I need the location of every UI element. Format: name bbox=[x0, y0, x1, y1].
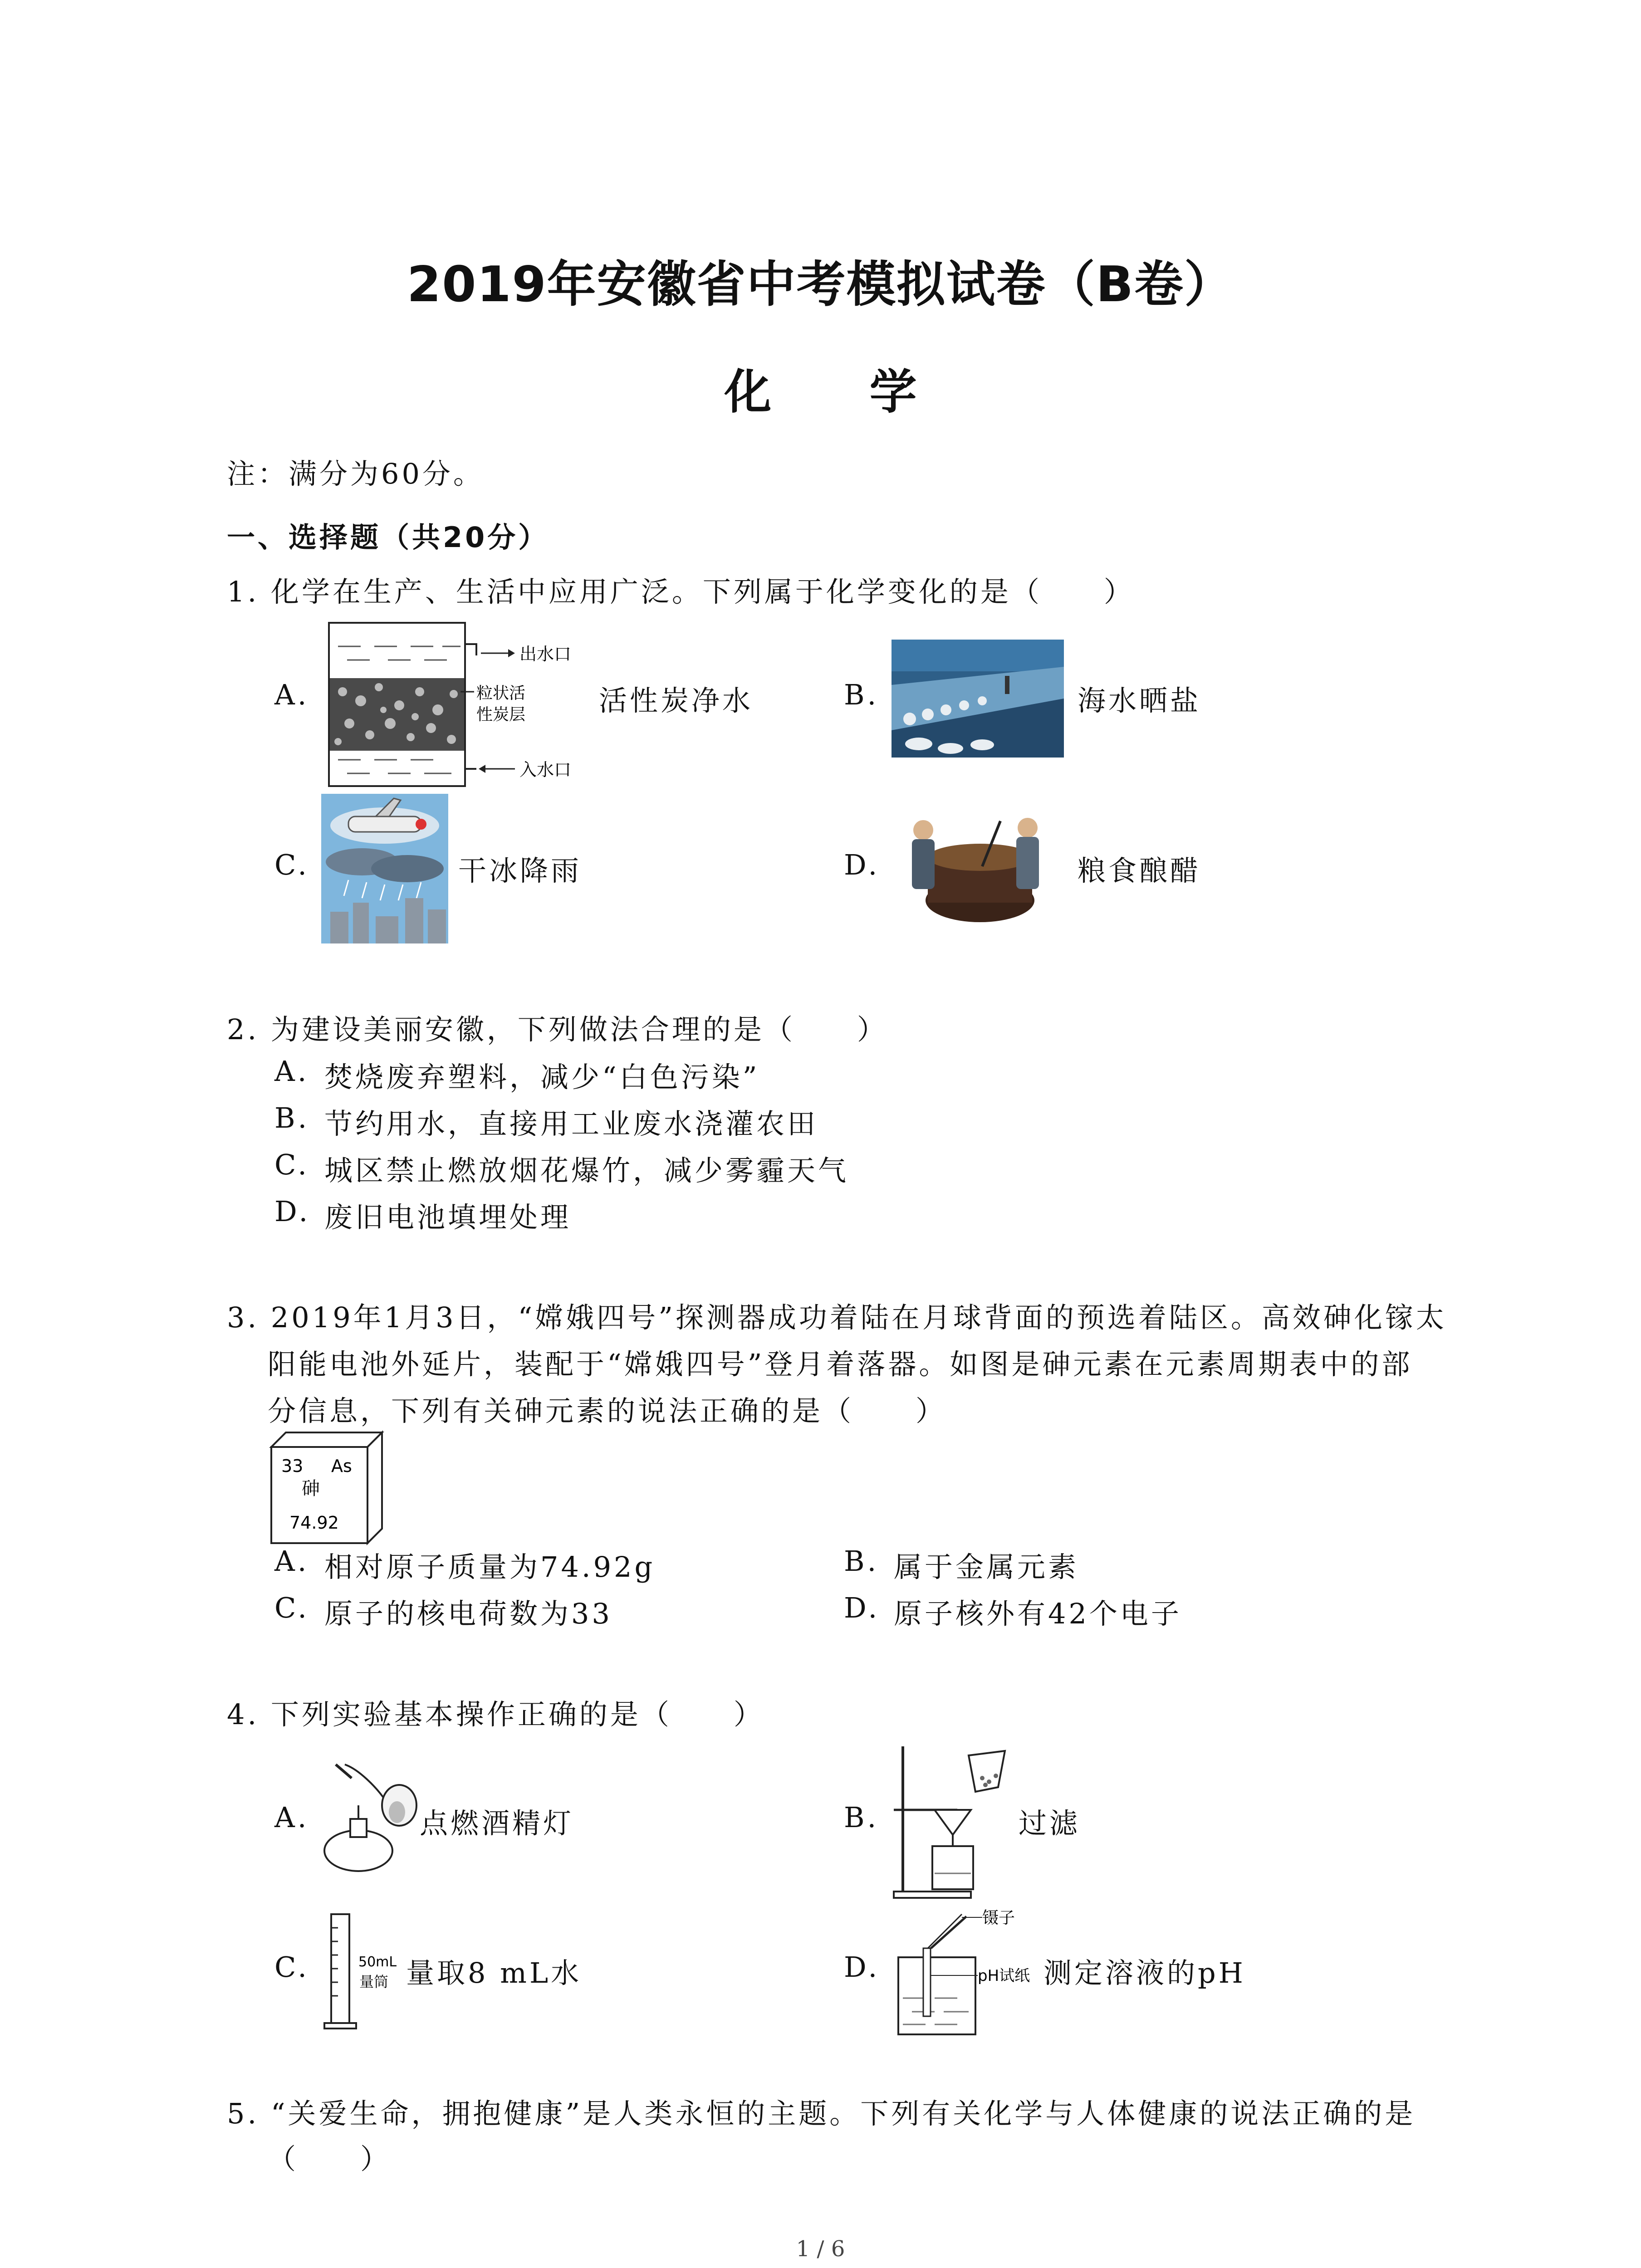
q4-option-a-letter[interactable]: A. bbox=[274, 1801, 309, 1834]
cylinder-name-label: 量筒 bbox=[359, 1973, 389, 1990]
q1-option-b-letter[interactable]: B. bbox=[844, 678, 879, 711]
q4-option-b-text: 过滤 bbox=[1019, 1807, 1081, 1840]
q1-option-b-text: 海水晒盐 bbox=[1078, 684, 1201, 717]
q2-option-c-letter[interactable]: C. bbox=[274, 1148, 309, 1181]
vinegar-brewing-picture bbox=[892, 803, 1064, 925]
graduated-cylinder-figure bbox=[322, 1910, 413, 2032]
inlet-label: 入水口 bbox=[519, 760, 572, 780]
question-1-stem: 1. 化学在生产、生活中应用广泛。下列属于化学变化的是（ ） bbox=[227, 575, 1135, 608]
q1-option-d-text: 粮食酿醋 bbox=[1078, 854, 1201, 887]
carbon-layer-label-2: 性炭层 bbox=[476, 705, 526, 724]
dry-ice-rain-picture bbox=[321, 794, 448, 943]
q1-option-a-letter[interactable]: A. bbox=[274, 678, 309, 711]
ph-test-figure bbox=[889, 1907, 1043, 2039]
subject-title: 化 学 bbox=[724, 364, 958, 420]
atomic-number: 33 bbox=[281, 1456, 304, 1476]
q2-option-d-letter[interactable]: D. bbox=[274, 1195, 311, 1228]
filtration-apparatus-figure bbox=[889, 1737, 1016, 1905]
q4-option-a-text: 点燃酒精灯 bbox=[420, 1807, 574, 1840]
q2-option-a-letter[interactable]: A. bbox=[274, 1055, 309, 1088]
carbon-layer-label-1: 粒状活 bbox=[476, 684, 526, 703]
q4-option-d-letter[interactable]: D. bbox=[844, 1950, 880, 1984]
sea-salt-drying-photo bbox=[892, 640, 1064, 758]
ph-paper-label: pH试纸 bbox=[978, 1967, 1030, 1985]
question-3-stem-line-2: 阳能电池外延片，装配于“嫦娥四号”登月着落器。如图是砷元素在元素周期表中的部 bbox=[268, 1348, 1413, 1381]
question-5-stem-line-2: （ ） bbox=[268, 2142, 392, 2175]
q3-option-c-letter[interactable]: C. bbox=[274, 1591, 309, 1624]
outlet-label: 出水口 bbox=[519, 644, 572, 664]
q4-option-c-letter[interactable]: C. bbox=[274, 1950, 309, 1984]
tweezers-label: 镊子 bbox=[982, 1909, 1015, 1927]
score-note: 注：满分为60分。 bbox=[227, 457, 484, 490]
q2-option-a-text: 焚烧废弃塑料，减少“白色污染” bbox=[324, 1061, 760, 1094]
question-3-stem-line-1: 3. 2019年1月3日，“嫦娥四号”探测器成功着陆在月球背面的预选着陆区。高效砷化镓太 bbox=[227, 1301, 1447, 1334]
question-2-stem: 2. 为建设美丽安徽，下列做法合理的是（ ） bbox=[227, 1013, 888, 1046]
q4-option-d-text: 测定溶液的pH bbox=[1043, 1956, 1246, 1989]
q2-option-b-letter[interactable]: B. bbox=[274, 1101, 310, 1134]
atomic-mass: 74.92 bbox=[289, 1513, 339, 1533]
question-5-stem-line-1: 5. “关爱生命，拥抱健康”是人类永恒的主题。下列有关化学与人体健康的说法正确的是 bbox=[227, 2097, 1416, 2130]
page-number: 1 / 6 bbox=[796, 2236, 845, 2262]
q3-option-d-text: 原子核外有42个电子 bbox=[894, 1597, 1182, 1630]
q3-option-d-letter[interactable]: D. bbox=[844, 1591, 880, 1624]
activated-carbon-filter-figure bbox=[324, 619, 578, 792]
section-heading: 一、选择题（共20分） bbox=[227, 521, 549, 554]
q3-option-a-letter[interactable]: A. bbox=[274, 1545, 309, 1578]
q2-option-d-text: 废旧电池填埋处理 bbox=[324, 1201, 572, 1234]
q1-option-a-text: 活性炭净水 bbox=[599, 684, 754, 717]
q1-option-c-letter[interactable]: C. bbox=[274, 848, 309, 881]
element-symbol: As bbox=[331, 1456, 352, 1476]
question-4-stem: 4. 下列实验基本操作正确的是（ ） bbox=[227, 1698, 764, 1731]
paper-title: 2019年安徽省中考模拟试卷（B卷） bbox=[407, 256, 1234, 313]
q3-option-b-letter[interactable]: B. bbox=[844, 1545, 879, 1578]
alcohol-lamp-lighting-figure bbox=[318, 1760, 422, 1878]
q1-option-d-letter[interactable]: D. bbox=[844, 848, 880, 881]
q3-option-a-text: 相对原子质量为74.92g bbox=[324, 1550, 656, 1584]
q3-option-b-text: 属于金属元素 bbox=[894, 1550, 1079, 1584]
q2-option-b-text: 节约用水，直接用工业废水浇灌农田 bbox=[324, 1107, 818, 1140]
question-3-stem-line-3: 分信息，下列有关砷元素的说法正确的是（ ） bbox=[268, 1394, 947, 1427]
q3-option-c-text: 原子的核电荷数为33 bbox=[324, 1597, 612, 1630]
q4-option-c-text: 量取8 mL水 bbox=[406, 1956, 582, 1989]
cylinder-volume-label: 50mL bbox=[358, 1954, 397, 1970]
element-name: 砷 bbox=[302, 1478, 320, 1499]
q4-option-b-letter[interactable]: B. bbox=[844, 1801, 879, 1834]
arsenic-element-tile bbox=[268, 1429, 386, 1547]
q2-option-c-text: 城区禁止燃放烟花爆竹，减少雾霾天气 bbox=[324, 1154, 849, 1187]
q1-option-c-text: 干冰降雨 bbox=[458, 854, 582, 887]
